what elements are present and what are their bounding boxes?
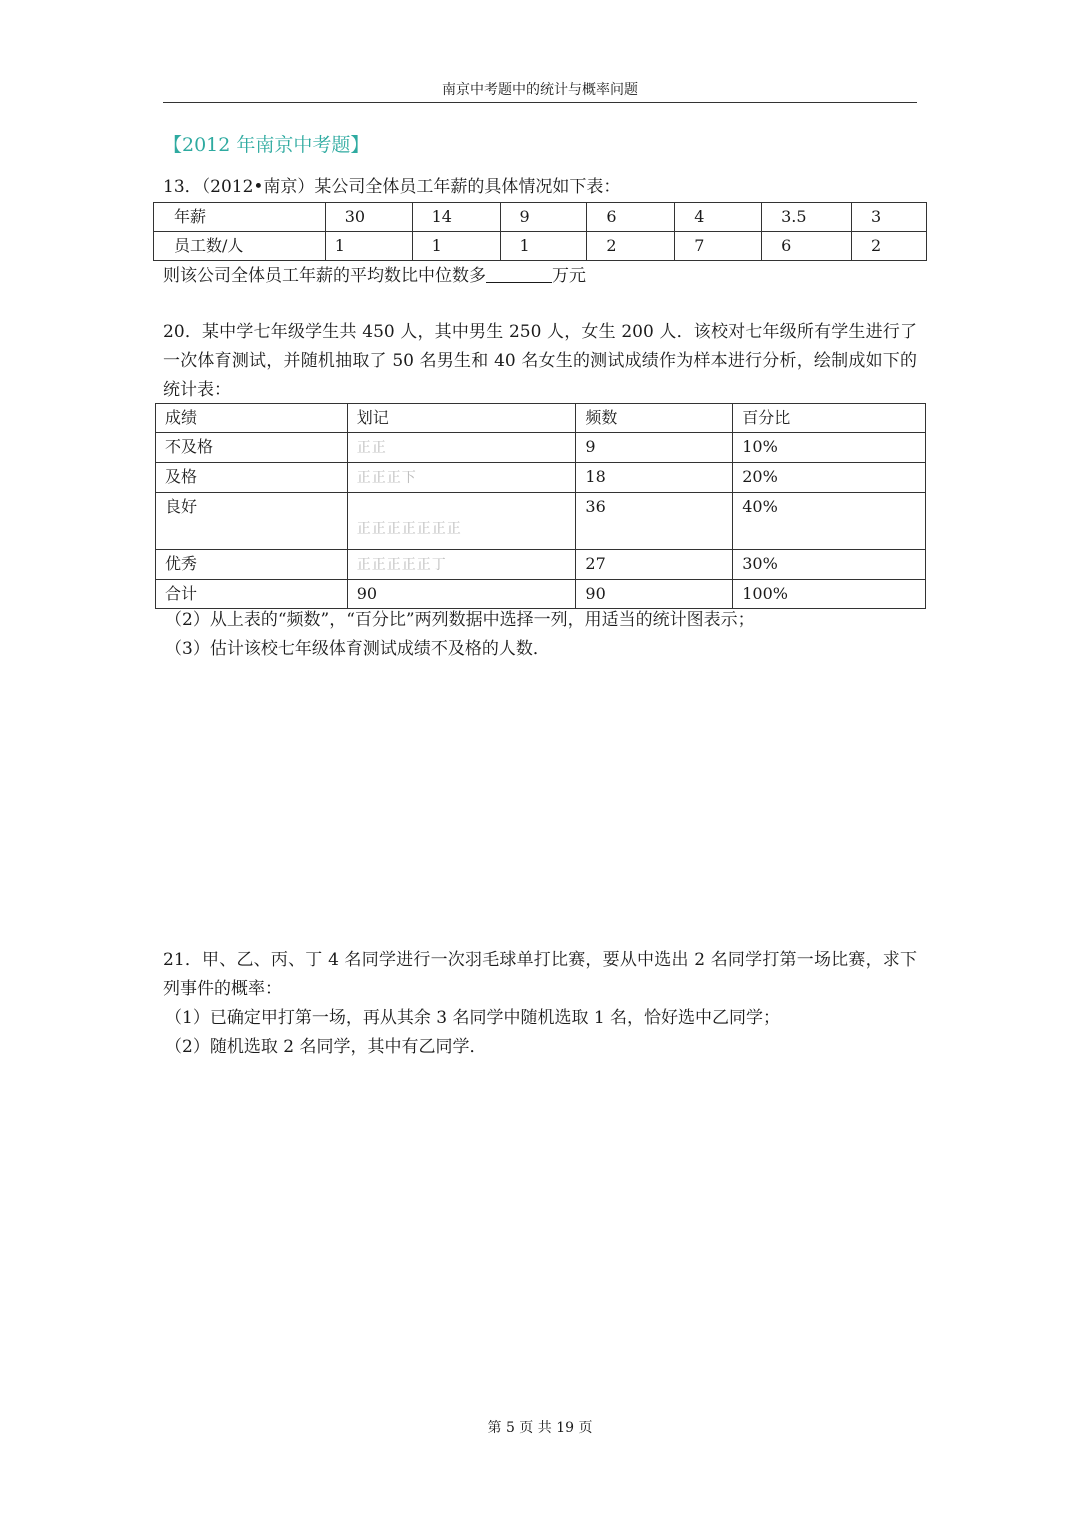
percentage-cell: 20% (733, 463, 926, 493)
grade-cell: 及格 (156, 463, 348, 493)
percentage-cell: 30% (733, 550, 926, 580)
table-row (156, 493, 926, 550)
salary-cell: 14 (412, 203, 500, 232)
frequency-cell: 9 (576, 433, 733, 463)
frequency-cell: 27 (576, 550, 733, 580)
salary-row (154, 203, 927, 232)
salary-cell: 3 (852, 203, 927, 232)
salary-cell: 6 (587, 203, 675, 232)
tally-cell (347, 493, 576, 550)
score-table (155, 403, 926, 609)
header-frequency: 频数 (576, 404, 733, 433)
frequency-cell: 18 (576, 463, 733, 493)
salary-table (153, 202, 927, 261)
table-row (156, 550, 926, 580)
grade-cell: 合计 (156, 580, 348, 609)
q20-stem: 20．某中学七年级学生共 450 人，其中男生 250 人，女生 200 人．该校对七年级所有学生进行了一次体育测试，并随机抽取了 50 名男生和 40 名女生的测试成绩作为样本进行分析，绘制成如下的统计表： (163, 322, 917, 400)
tally-cell (347, 550, 576, 580)
q21-part1: （1）已确定甲打第一场，再从其余 3 名同学中随机选取 1 名，恰好选中乙同学； (165, 1008, 781, 1028)
frequency-cell: 90 (576, 580, 733, 609)
percentage-cell: 10% (733, 433, 926, 463)
percentage-cell: 40% (733, 493, 926, 550)
tally-cell (347, 433, 576, 463)
count-row-label: 员工数/人 (154, 232, 326, 261)
header-tally: 划记 (347, 404, 576, 433)
count-cell: 2 (587, 232, 675, 261)
answer-blank (486, 264, 552, 283)
count-row (154, 232, 927, 261)
salary-row-label: 年薪 (154, 203, 326, 232)
q13-question-suffix: 万元 (552, 266, 586, 286)
count-cell: 7 (675, 232, 762, 261)
tally-marks: 正正正下 (356, 470, 417, 486)
salary-cell: 3.5 (762, 203, 852, 232)
salary-cell: 30 (325, 203, 412, 232)
q20-part3: （3）估计该校七年级体育测试成绩不及格的人数． (165, 639, 550, 659)
table-row (156, 463, 926, 493)
tally-marks: 正正正正正正正 (356, 521, 462, 537)
section-title: 【2012 年南京中考题】 (163, 134, 370, 156)
tally-marks: 正正 (356, 440, 387, 456)
table-row-total (156, 580, 926, 609)
q21-stem: 21．甲、乙、丙、丁 4 名同学进行一次羽毛球单打比赛，要从中选出 2 名同学打第一场比赛，求下列事件的概率： (163, 950, 917, 999)
count-cell: 1 (325, 232, 412, 261)
tally-marks: 正正正正正丁 (356, 557, 447, 573)
salary-cell: 9 (500, 203, 587, 232)
frequency-cell: 36 (576, 493, 733, 550)
q13-stem: 13．（2012•南京）某公司全体员工年薪的具体情况如下表： (163, 177, 621, 197)
table-row (156, 433, 926, 463)
count-cell: 1 (412, 232, 500, 261)
grade-cell: 良好 (156, 493, 348, 550)
grade-cell: 不及格 (156, 433, 348, 463)
tally-cell: 90 (347, 580, 576, 609)
salary-cell: 4 (675, 203, 762, 232)
header-grade: 成绩 (156, 404, 348, 433)
score-table-header (156, 404, 926, 433)
tally-cell (347, 463, 576, 493)
count-cell: 2 (852, 232, 927, 261)
page-number: 第 5 页 共 19 页 (487, 1420, 593, 1436)
q13-question-prefix: 则该公司全体员工年薪的平均数比中位数多 (163, 266, 486, 286)
q21-part2: （2）随机选取 2 名同学，其中有乙同学． (165, 1037, 487, 1057)
percentage-cell: 100% (733, 580, 926, 609)
q13-question (163, 262, 919, 291)
count-cell: 1 (500, 232, 587, 261)
count-cell: 6 (762, 232, 852, 261)
page-header: 南京中考题中的统计与概率问题 (163, 78, 917, 103)
q20-part2: （2）从上表的“频数”，“百分比”两列数据中选择一列，用适当的统计图表示； (165, 610, 755, 630)
header-percentage: 百分比 (733, 404, 926, 433)
grade-cell: 优秀 (156, 550, 348, 580)
